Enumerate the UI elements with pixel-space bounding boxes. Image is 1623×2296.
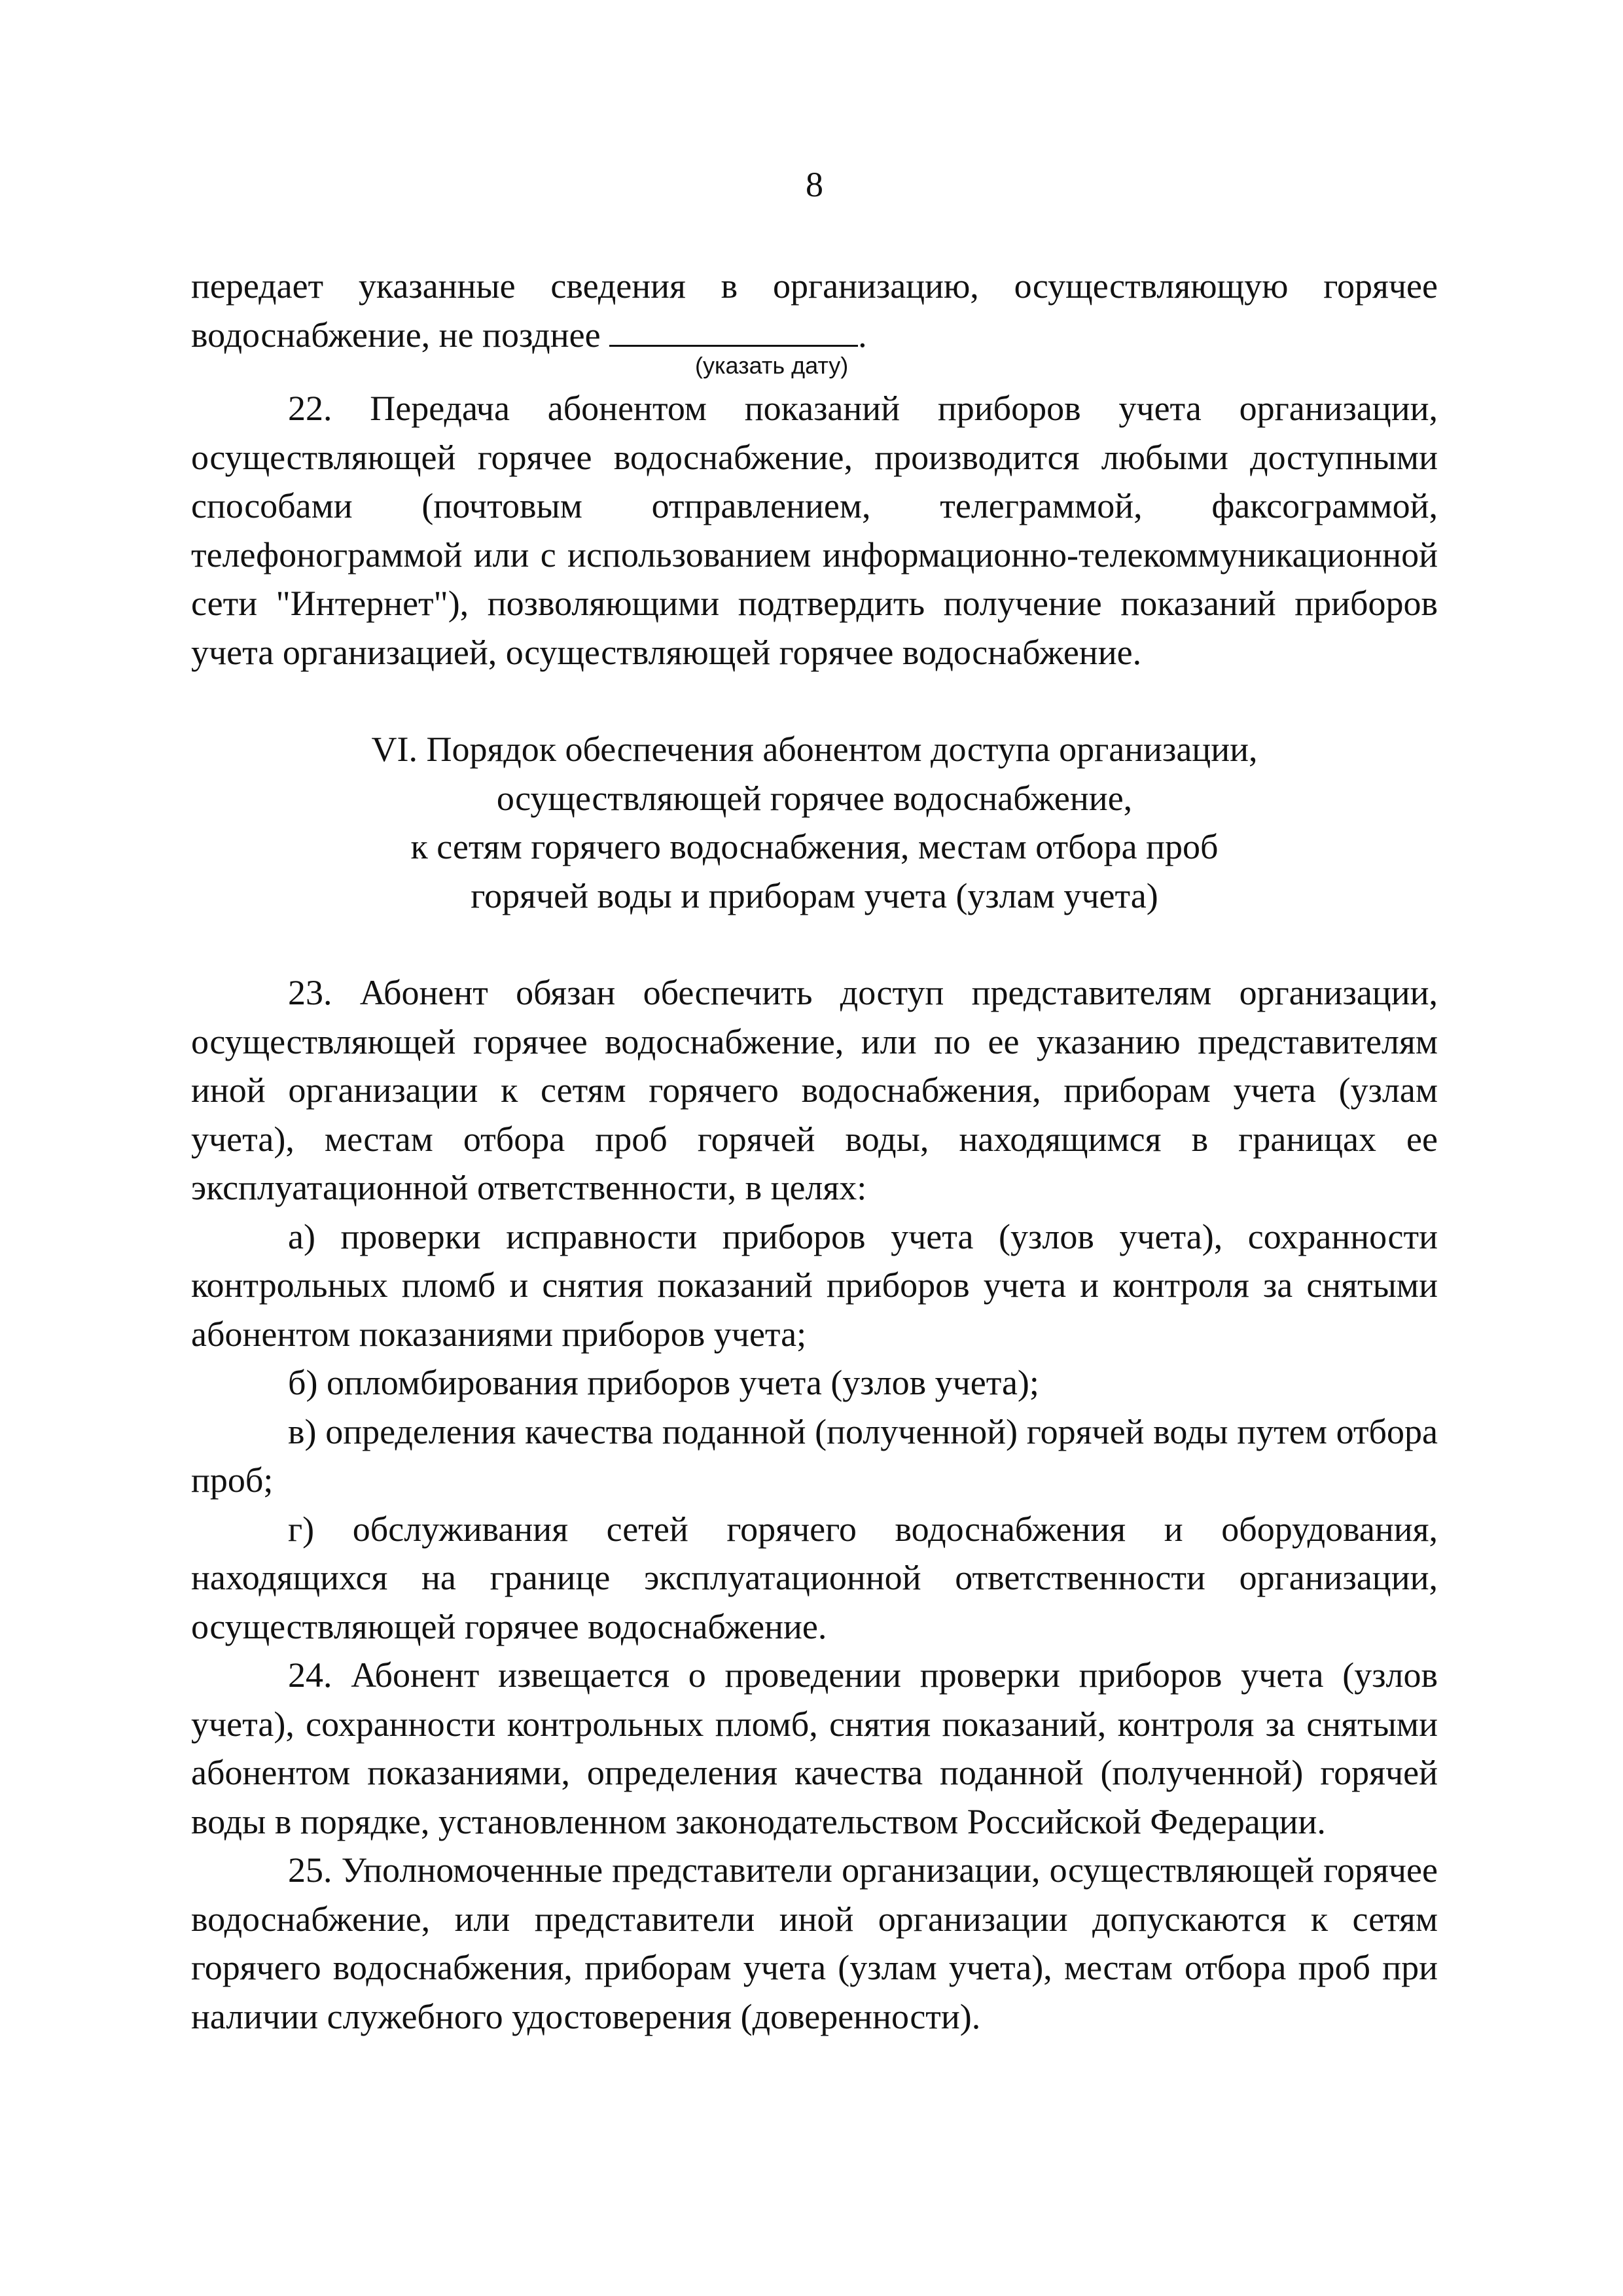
section-heading-line-4: горячей воды и приборам учета (узлам учета) bbox=[471, 875, 1158, 915]
section-heading-line-1: VI. Порядок обеспечения абонентом доступа организации, bbox=[371, 730, 1258, 769]
intro-paragraph bbox=[191, 262, 1438, 359]
section-heading-line-2: осуществляющей горячее водоснабжение, bbox=[496, 778, 1133, 818]
page-number: 8 bbox=[806, 165, 823, 204]
intro-end: . bbox=[858, 315, 867, 355]
paragraph-22: 22. Передача абонентом показаний приборов учета организации, осуществляющей горячее водоснабжение, производится любыми доступными способами (почтовым отправлением, телеграммой, факсограммой, телефонограммой или с использованием информационно-телекоммуникационной сети "Интернет"), позволяющими подтвердить получение показаний приборов учета организацией, осуществляющей горячее водоснабжение. bbox=[191, 389, 1438, 672]
item-a: а) проверки исправности приборов учета (узлов учета), сохранности контрольных пломб и снятия показаний приборов учета и контроля за снятыми абонентом показаниями приборов учета; bbox=[191, 1216, 1438, 1354]
section-heading-line-3: к сетям горячего водоснабжения, местам отбора проб bbox=[410, 827, 1219, 866]
item-b: б) опломбирования приборов учета (узлов учета); bbox=[288, 1363, 1039, 1402]
paragraph-24: 24. Абонент извещается о проведении проверки приборов учета (узлов учета), сохранности контрольных пломб, снятия показаний, контроля за снятыми абонентом показаниями, определения качества поданной (полученной) горячей воды в порядке, установленном законодательством Российской Федерации. bbox=[191, 1655, 1438, 1841]
section-heading bbox=[191, 725, 1438, 920]
date-blank-hint: (указать дату) bbox=[695, 352, 849, 379]
paragraph-25: 25. Уполномоченные представители организации, осуществляющей горячее водоснабжение, или представители иной организации допускаются к сетям горячего водоснабжения, приборам учета (узлам учета), местам отбора проб при наличии служебного удостоверения (доверенности). bbox=[191, 1850, 1438, 2036]
date-blank-field bbox=[609, 312, 858, 347]
document-body bbox=[191, 262, 1438, 2041]
item-v: в) определения качества поданной (полученной) горячей воды путем отбора проб; bbox=[191, 1411, 1438, 1500]
paragraph-23: 23. Абонент обязан обеспечить доступ представителям организации, осуществляющей горячее водоснабжение, или по ее указанию представителям иной организации к сетям горячего водоснабжения, приборам учета (узлам учета), местам отбора проб горячей воды, находящимся в границах ее эксплуатационной ответственности, в целях: bbox=[191, 973, 1438, 1207]
item-g: г) обслуживания сетей горячего водоснабжения и оборудования, находящихся на границе эксплуатационной ответственности организации, осуществляющей горячее водоснабжение. bbox=[191, 1509, 1438, 1646]
intro-text: передает указанные сведения в организацию, осуществляющую горячее водоснабжение, не позднее bbox=[191, 266, 1438, 355]
